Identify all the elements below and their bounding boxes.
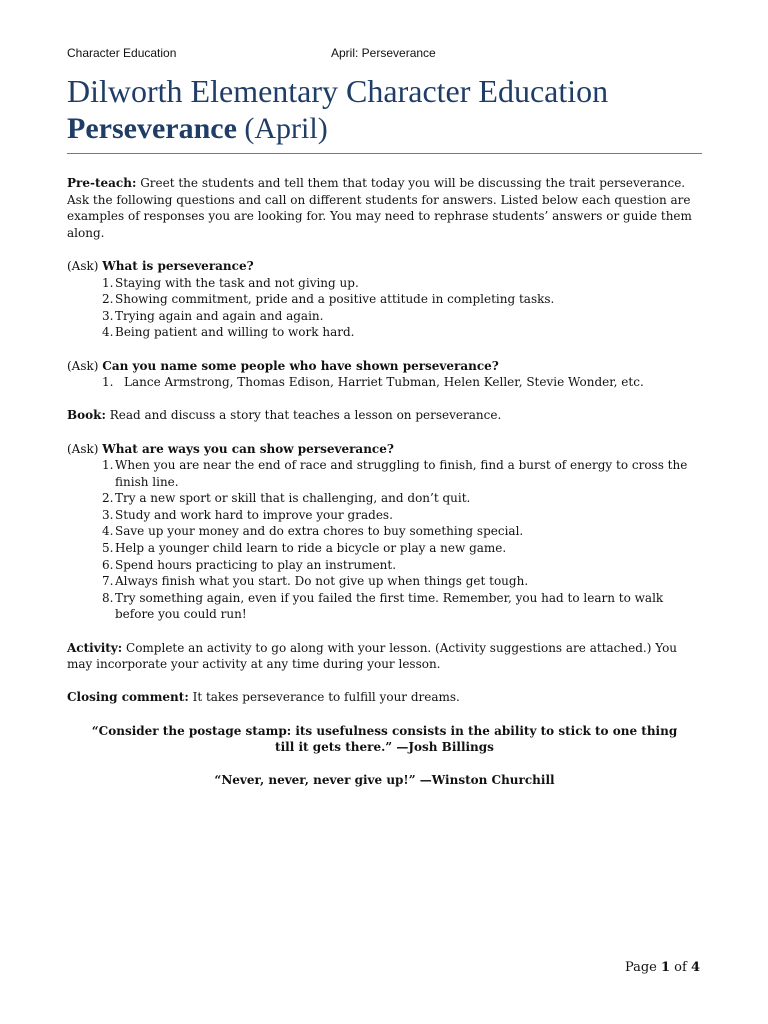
closing-text: It takes perseverance to fulfill your dreams.	[188, 690, 460, 705]
trait-name: Perseverance	[67, 112, 237, 145]
list-number: 5.	[102, 541, 114, 556]
document-title: Dilworth Elementary Character Education	[67, 73, 609, 109]
title-block	[67, 72, 707, 148]
title-divider	[67, 153, 702, 154]
current-page: 1	[661, 960, 671, 975]
list-item	[67, 275, 702, 292]
list-number: 2.	[102, 491, 114, 506]
list-item	[67, 374, 702, 391]
preteach-paragraph	[67, 175, 702, 241]
list-item	[67, 523, 702, 540]
list-item	[67, 457, 702, 490]
question-3-text: What are ways you can show perseverance?	[102, 441, 394, 456]
list-number: 4.	[102, 325, 114, 340]
activity-text: Complete an activity to go along with your lesson. (Activity suggestions are attached.) You may incorporate your activity at any time during your lesson.	[67, 640, 678, 672]
list-item	[67, 507, 702, 524]
ask-prefix: (Ask)	[67, 258, 103, 273]
list-text: Being patient and willing to work hard.	[115, 325, 355, 340]
list-text: Lance Armstrong, Thomas Edison, Harriet Tubman, Helen Keller, Stevie Wonder, etc.	[124, 375, 644, 390]
list-text: Always finish what you start. Do not give up when things get tough.	[115, 574, 529, 589]
list-text: Staying with the task and not giving up.	[115, 275, 359, 290]
list-number: 7.	[102, 574, 114, 589]
list-number: 6.	[102, 557, 114, 572]
quote-churchill: “Never, never, never give up!” —Winston Churchill	[214, 773, 555, 788]
question-1	[67, 258, 702, 275]
list-text: Save up your money and do extra chores to buy something special.	[115, 524, 524, 539]
document-body	[67, 175, 702, 789]
list-number: 4.	[102, 524, 114, 539]
list-number: 1.	[102, 375, 114, 390]
list-item	[67, 490, 702, 507]
question-3-answers	[67, 457, 702, 623]
question-1-answers	[67, 275, 702, 341]
question-2-answers	[67, 374, 702, 391]
activity-paragraph	[67, 640, 702, 673]
total-pages: 4	[690, 960, 700, 975]
list-text: Help a younger child learn to ride a bicycle or play a new game.	[115, 541, 507, 556]
list-item	[67, 324, 702, 341]
header-center: April: Perseverance	[331, 46, 436, 60]
month-label: (April)	[244, 112, 328, 145]
header-left: Character Education	[67, 46, 177, 60]
list-text: Try a new sport or skill that is challenging, and don’t quit.	[115, 491, 471, 506]
question-2-text: Can you name some people who have shown perseverance?	[102, 358, 499, 373]
ask-prefix: (Ask)	[67, 358, 103, 373]
book-label: Book:	[67, 408, 106, 423]
list-number: 3.	[102, 507, 114, 522]
list-text: Study and work hard to improve your grades.	[115, 507, 393, 522]
question-2	[67, 358, 702, 375]
preteach-label: Pre-teach:	[67, 176, 137, 190]
list-number: 2.	[102, 292, 114, 307]
list-text: Spend hours practicing to play an instrument.	[115, 557, 397, 572]
list-text: When you are near the end of race and struggling to finish, find a burst of energy to cross the finish line.	[115, 458, 688, 489]
list-number: 3.	[102, 308, 114, 323]
list-number: 1.	[102, 275, 114, 290]
page-word: Page	[624, 960, 661, 975]
preteach-text: Greet the students and tell them that today you will be discussing the trait perseverance. Ask the following questions and call on different students for answers. Listed below each question are examples of responses you are looking for. You may need to rephrase students’ answers or guide them along.	[67, 176, 692, 240]
list-number: 1.	[102, 458, 114, 473]
list-number: 8.	[102, 590, 114, 605]
page-number	[625, 960, 700, 975]
list-item	[67, 291, 702, 308]
book-text: Read and discuss a story that teaches a lesson on perseverance.	[105, 408, 502, 423]
list-item	[67, 308, 702, 325]
document-subtitle	[67, 110, 707, 148]
list-text: Showing commitment, pride and a positive attitude in completing tasks.	[115, 292, 555, 307]
question-3	[67, 441, 702, 458]
list-text: Try something again, even if you failed the first time. Remember, you had to learn to walk before you could run!	[115, 590, 664, 622]
question-1-text: What is perseverance?	[102, 258, 254, 273]
list-item	[67, 573, 702, 590]
running-header	[67, 46, 707, 62]
of-word: of	[670, 960, 691, 975]
list-item	[67, 557, 702, 574]
activity-label: Activity:	[67, 640, 123, 655]
list-item	[67, 590, 702, 623]
list-text: Trying again and again and again.	[115, 308, 324, 323]
closing-paragraph	[67, 689, 702, 706]
quote-billings: “Consider the postage stamp: its usefulness consists in the ability to stick to one thing till it gets there.” —Josh Billings	[91, 723, 678, 755]
list-item	[67, 540, 702, 557]
book-paragraph	[67, 407, 702, 424]
closing-label: Closing comment:	[67, 690, 189, 705]
ask-prefix: (Ask)	[67, 441, 103, 456]
